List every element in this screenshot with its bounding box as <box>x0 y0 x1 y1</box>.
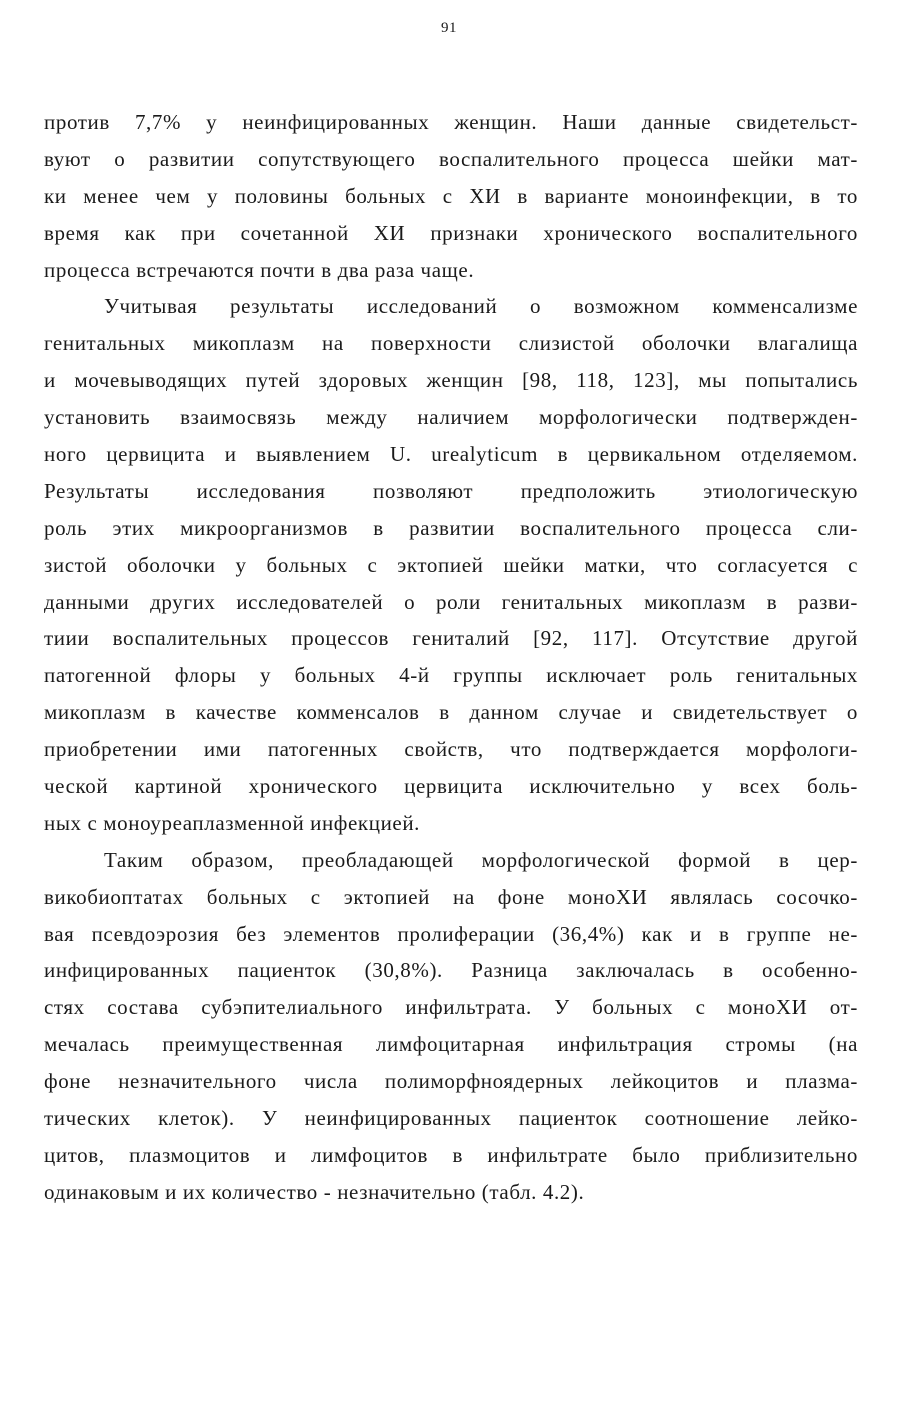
text-line: тиии воспалительных процессов гениталий [92, 117]. Отсутствие другой <box>44 626 858 651</box>
text-line: инфицированных пациенток (30,8%). Разница заключалась в особенно- <box>44 958 858 983</box>
text-line: процесса встречаются почти в два раза чаще. <box>44 257 475 282</box>
text-line: время как при сочетанной ХИ признаки хронического воспалительного <box>44 220 858 245</box>
text-line: мечалась преимущественная лимфоцитарная инфильтрация стромы (на <box>44 1032 858 1057</box>
text-line: цитов, плазмоцитов и лимфоцитов в инфильтрате было приблизительно <box>44 1142 858 1167</box>
text-line: патогенной флоры у больных 4-й группы исключает роль генитальных <box>44 663 858 688</box>
text-line: ного цервицита и выявлением U. urealyticum в цервикальном отделяемом. <box>44 442 858 467</box>
text-line: викобиоптатах больных с эктопией на фоне моноХИ являлась сосочко- <box>44 884 858 909</box>
text-line: против 7,7% у неинфицированных женщин. Наши данные свидетельст- <box>44 110 858 134</box>
text-line: зистой оболочки у больных с эктопией шейки матки, что согласуется с <box>44 552 858 577</box>
text-line: одинаковым и их количество - незначительно (табл. 4.2). <box>44 1179 585 1204</box>
text-line: роль этих микроорганизмов в развитии воспалительного процесса сли- <box>44 515 858 540</box>
paragraph-start-line: Таким образом, преобладающей морфологической формой в цер- <box>104 847 858 872</box>
text-line: данными других исследователей о роли генитальных микоплазм в разви- <box>44 589 858 614</box>
text-line: тических клеток). У неинфицированных пациенток соотношение лейко- <box>44 1106 858 1131</box>
text-line: установить взаимосвязь между наличием морфологически подтвержден- <box>44 405 858 430</box>
page-number: 91 <box>441 20 457 36</box>
text-line: стях состава субэпителиального инфильтрата. У больных с моноХИ от- <box>44 995 858 1020</box>
text-line: и мочевыводящих путей здоровых женщин [98, 118, 123], мы попытались <box>44 368 858 393</box>
text-line: Результаты исследования позволяют предположить этиологическую <box>44 478 858 503</box>
text-line: приобретении ими патогенных свойств, что подтверждается морфологи- <box>44 737 858 762</box>
paragraph-start-line: Учитывая результаты исследований о возможном комменсализме <box>104 294 858 319</box>
text-line: вая псевдоэрозия без элементов пролиферации (36,4%) как и в группе не- <box>44 921 858 946</box>
text-line: микоплазм в качестве комменсалов в данном случае и свидетельствует о <box>44 700 858 725</box>
document-body <box>44 104 858 1211</box>
text-line: ческой картиной хронического цервицита исключительно у всех боль- <box>44 774 858 799</box>
text-line: ки менее чем у половины больных с ХИ в варианте моноинфекции, в то <box>44 183 858 208</box>
text-line: вуют о развитии сопутствующего воспалительного процесса шейки мат- <box>44 146 858 171</box>
text-line: ных с моноуреаплазменной инфекцией. <box>44 810 421 835</box>
text-line: генитальных микоплазм на поверхности слизистой оболочки влагалища <box>44 331 858 356</box>
text-line: фоне незначительного числа полиморфноядерных лейкоцитов и плазма- <box>44 1069 858 1094</box>
